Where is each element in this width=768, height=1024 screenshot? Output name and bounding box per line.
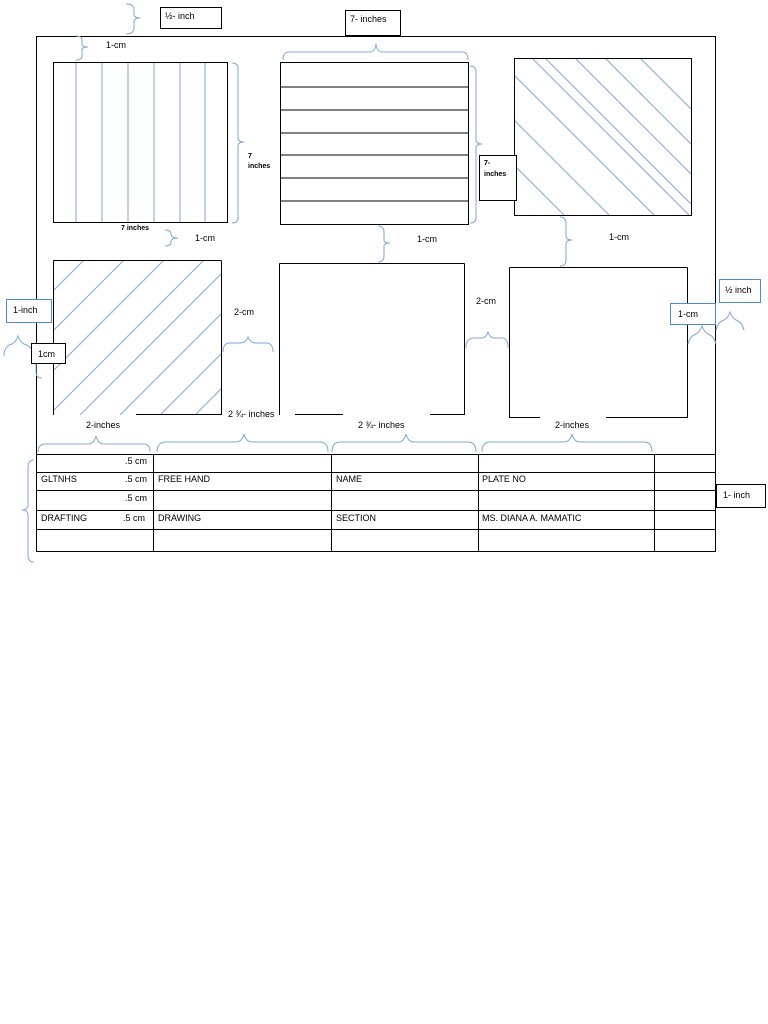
label-one-cm-row-a: 1-cm (195, 233, 215, 243)
title-block-row1-col1: .5 cm (125, 456, 148, 466)
title-block-subject-b: DRAWING (158, 513, 202, 523)
title-block-school: GLTNHS (41, 474, 77, 484)
frame-diagonal-left (54, 260, 223, 415)
title-block-row3-col1: .5 cm (125, 493, 148, 503)
label-one-cm-left: 1cm (31, 343, 66, 364)
label-seven-inches-side-a: 7 inches (248, 153, 271, 170)
label-half-inch-right: ½ inch (719, 279, 761, 303)
label-two-inches-a: 2-inches (86, 420, 121, 430)
label-seven-inches-side-b: 7- inches (479, 155, 517, 201)
title-block-row2-col1-size: .5 cm (125, 474, 148, 484)
label-one-cm-top-left: 1-cm (106, 40, 126, 50)
title-block-section-label: SECTION (336, 513, 377, 523)
label-one-cm-row-b: 1-cm (417, 234, 437, 244)
frame-diagonal-right (514, 40, 692, 216)
title-block-course: DRAFTING (41, 513, 87, 523)
label-one-inch-right: 1- inch (716, 484, 766, 508)
label-one-inch-left: 1-inch (6, 299, 52, 323)
label-seven-inches-top: 7- inches (345, 10, 401, 36)
title-block-row4-col1-size: .5 cm (123, 513, 146, 523)
title-block-subject-a: FREE HAND (158, 474, 211, 484)
label-two-three-quarter-b: 2 ¾- inches (358, 420, 405, 430)
dimension-brackets (4, 4, 744, 562)
label-two-cm-a: 2-cm (234, 307, 254, 317)
title-block-name-label: NAME (336, 474, 363, 484)
label-two-cm-b: 2-cm (476, 296, 496, 306)
frame-vertical-lines (54, 63, 228, 223)
label-seven-inches-bottom: 7 inches (121, 225, 150, 232)
title-block-plate-no-label: PLATE NO (482, 474, 526, 484)
label-two-three-quarter-a: 2 ¾- inches (228, 409, 275, 419)
frame-horizontal-lines (280, 63, 469, 225)
frame-blank-center (280, 264, 465, 416)
label-one-cm-right: 1-cm (670, 303, 716, 325)
label-half-inch-top: ½- inch (160, 7, 222, 29)
label-one-cm-row-c: 1-cm (609, 232, 629, 242)
title-block-teacher: MS. DIANA A. MAMATIC (482, 513, 582, 523)
frame-blank-right (510, 268, 688, 419)
label-two-inches-b: 2-inches (555, 420, 590, 430)
